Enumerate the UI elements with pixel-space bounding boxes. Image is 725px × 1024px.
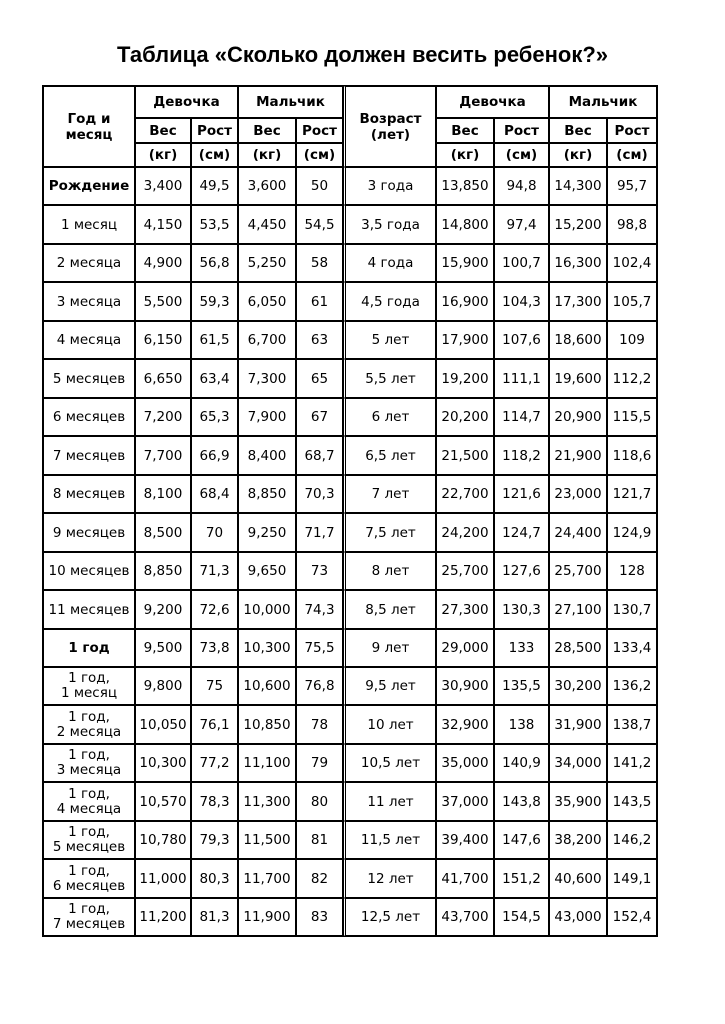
cell-girl-weight-right: 39,400 — [436, 821, 494, 859]
header-left-age — [43, 86, 135, 167]
cell-girl-weight-right: 15,900 — [436, 244, 494, 282]
cell-girl-weight: 8,500 — [135, 513, 191, 552]
cell-boy-height-right: 105,7 — [607, 282, 657, 321]
cell-girl-weight: 10,050 — [135, 705, 191, 744]
cell-age-month — [43, 667, 135, 705]
header-unit-cm: (см) — [607, 143, 657, 167]
cell-girl-height: 76,1 — [191, 705, 238, 744]
cell-boy-height-right: 124,9 — [607, 513, 657, 552]
cell-girl-weight-right: 16,900 — [436, 282, 494, 321]
cell-age-years: 11,5 лет — [343, 821, 436, 859]
cell-girl-weight: 6,650 — [135, 359, 191, 398]
cell-girl-weight: 10,780 — [135, 821, 191, 859]
cell-girl-height-right: 97,4 — [494, 205, 549, 244]
cell-age-month: 4 месяца — [43, 321, 135, 359]
cell-age-month — [43, 705, 135, 744]
cell-boy-height-right: 109 — [607, 321, 657, 359]
cell-girl-height: 49,5 — [191, 167, 238, 205]
cell-girl-weight-right: 30,900 — [436, 667, 494, 705]
cell-girl-height-right: 121,6 — [494, 475, 549, 513]
cell-age-month — [43, 859, 135, 898]
cell-girl-height-right: 133 — [494, 629, 549, 667]
cell-boy-weight: 11,500 — [238, 821, 296, 859]
cell-boy-height: 73 — [296, 552, 343, 590]
table-row — [43, 629, 657, 667]
cell-boy-weight-right: 43,000 — [549, 898, 607, 936]
table-row — [43, 859, 657, 898]
cell-girl-weight-right: 17,900 — [436, 321, 494, 359]
cell-age-month: Рождение — [43, 167, 135, 205]
cell-boy-height-right: 143,5 — [607, 782, 657, 821]
cell-girl-weight-right: 13,850 — [436, 167, 494, 205]
cell-boy-weight-right: 40,600 — [549, 859, 607, 898]
cell-girl-height: 68,4 — [191, 475, 238, 513]
cell-girl-weight-right: 35,000 — [436, 744, 494, 782]
cell-age-years: 5,5 лет — [343, 359, 436, 398]
cell-girl-weight-right: 37,000 — [436, 782, 494, 821]
cell-girl-weight: 6,150 — [135, 321, 191, 359]
cell-age-month: 8 месяцев — [43, 475, 135, 513]
header-unit-cm: (см) — [191, 143, 238, 167]
cell-boy-height: 58 — [296, 244, 343, 282]
header-boy-right: Мальчик — [549, 86, 657, 118]
cell-boy-weight-right: 16,300 — [549, 244, 607, 282]
cell-girl-height-right: 100,7 — [494, 244, 549, 282]
cell-boy-weight-right: 15,200 — [549, 205, 607, 244]
cell-girl-weight: 10,300 — [135, 744, 191, 782]
cell-boy-weight-right: 21,900 — [549, 436, 607, 475]
cell-age-years: 3 года — [343, 167, 436, 205]
cell-boy-weight: 7,300 — [238, 359, 296, 398]
cell-boy-weight-right: 23,000 — [549, 475, 607, 513]
cell-girl-weight-right: 20,200 — [436, 398, 494, 436]
cell-girl-weight-right: 19,200 — [436, 359, 494, 398]
cell-age-line2: 7 месяцев — [52, 916, 126, 932]
cell-boy-height-right: 146,2 — [607, 821, 657, 859]
header-girl-left: Девочка — [135, 86, 238, 118]
cell-age-years: 9 лет — [343, 629, 436, 667]
cell-age-years: 12,5 лет — [343, 898, 436, 936]
table-row — [43, 552, 657, 590]
header-right-age-label: Возраст (лет) — [359, 110, 422, 143]
cell-age-years: 3,5 года — [343, 205, 436, 244]
cell-boy-height: 74,3 — [296, 590, 343, 629]
table-row — [43, 321, 657, 359]
cell-boy-weight-right: 17,300 — [549, 282, 607, 321]
table-row — [43, 205, 657, 244]
cell-boy-weight: 6,050 — [238, 282, 296, 321]
cell-girl-height: 56,8 — [191, 244, 238, 282]
cell-age-line1: 1 год, — [68, 670, 110, 686]
cell-girl-height-right: 107,6 — [494, 321, 549, 359]
cell-girl-height: 71,3 — [191, 552, 238, 590]
table-row — [43, 821, 657, 859]
cell-boy-weight: 11,900 — [238, 898, 296, 936]
cell-age-month: 3 месяца — [43, 282, 135, 321]
cell-age-month: 6 месяцев — [43, 398, 135, 436]
cell-age-line1: 1 год, — [68, 785, 110, 802]
cell-boy-height: 78 — [296, 705, 343, 744]
cell-girl-weight-right: 22,700 — [436, 475, 494, 513]
cell-age-years: 6 лет — [343, 398, 436, 436]
cell-boy-weight: 8,850 — [238, 475, 296, 513]
header-unit-cm: (см) — [296, 143, 343, 167]
cell-girl-weight-right: 24,200 — [436, 513, 494, 552]
cell-boy-weight: 10,850 — [238, 705, 296, 744]
cell-boy-height-right: 102,4 — [607, 244, 657, 282]
cell-boy-height: 76,8 — [296, 667, 343, 705]
table-row — [43, 282, 657, 321]
cell-age-month — [43, 898, 135, 936]
table-row — [43, 898, 657, 936]
cell-girl-height: 80,3 — [191, 859, 238, 898]
cell-girl-height: 70 — [191, 513, 238, 552]
cell-girl-height-right: 130,3 — [494, 590, 549, 629]
cell-boy-weight: 9,650 — [238, 552, 296, 590]
header-boy-height-left: Рост — [296, 118, 343, 143]
cell-girl-weight-right: 14,800 — [436, 205, 494, 244]
cell-boy-weight-right: 19,600 — [549, 359, 607, 398]
cell-boy-height-right: 130,7 — [607, 590, 657, 629]
cell-age-years: 10 лет — [343, 705, 436, 744]
cell-girl-weight-right: 25,700 — [436, 552, 494, 590]
cell-boy-height-right: 149,1 — [607, 859, 657, 898]
cell-age-years: 11 лет — [343, 782, 436, 821]
page-title: Таблица «Сколько должен весить ребенок?» — [116, 42, 609, 67]
cell-boy-height: 65 — [296, 359, 343, 398]
cell-girl-height-right: 104,3 — [494, 282, 549, 321]
table-row — [43, 513, 657, 552]
cell-age-month — [43, 782, 135, 821]
cell-age-month: 11 месяцев — [43, 590, 135, 629]
cell-boy-weight: 7,900 — [238, 398, 296, 436]
cell-boy-height-right: 152,4 — [607, 898, 657, 936]
cell-age-line2: 5 месяцев — [52, 839, 126, 855]
cell-boy-height-right: 98,8 — [607, 205, 657, 244]
cell-age-line2: 4 месяца — [56, 800, 122, 817]
cell-boy-height: 54,5 — [296, 205, 343, 244]
table-row — [43, 167, 657, 205]
cell-boy-height: 61 — [296, 282, 343, 321]
table-row — [43, 359, 657, 398]
cell-age-years: 7 лет — [343, 475, 436, 513]
cell-boy-height-right: 136,2 — [607, 667, 657, 705]
cell-girl-height: 73,8 — [191, 629, 238, 667]
table-row — [43, 475, 657, 513]
cell-boy-weight: 9,250 — [238, 513, 296, 552]
cell-girl-height: 66,9 — [191, 436, 238, 475]
header-girl-right: Девочка — [436, 86, 549, 118]
cell-girl-height-right: 147,6 — [494, 821, 549, 859]
cell-girl-weight-right: 21,500 — [436, 436, 494, 475]
cell-boy-weight: 11,100 — [238, 744, 296, 782]
cell-boy-weight-right: 27,100 — [549, 590, 607, 629]
cell-age-years: 5 лет — [343, 321, 436, 359]
cell-girl-height: 61,5 — [191, 321, 238, 359]
header-unit-cm: (см) — [494, 143, 549, 167]
cell-age-line1: 1 год, — [68, 708, 110, 725]
cell-girl-height-right: 118,2 — [494, 436, 549, 475]
cell-girl-weight-right: 29,000 — [436, 629, 494, 667]
cell-age-line1: 1 год, — [68, 747, 110, 763]
cell-girl-weight: 11,000 — [135, 859, 191, 898]
cell-girl-height-right: 114,7 — [494, 398, 549, 436]
cell-girl-height-right: 151,2 — [494, 859, 549, 898]
cell-age-month: 5 месяцев — [43, 359, 135, 398]
cell-boy-height: 50 — [296, 167, 343, 205]
cell-boy-weight: 5,250 — [238, 244, 296, 282]
header-boy-weight-right: Вес — [549, 118, 607, 143]
cell-girl-weight: 9,200 — [135, 590, 191, 629]
cell-girl-weight: 7,700 — [135, 436, 191, 475]
cell-girl-height-right: 135,5 — [494, 667, 549, 705]
cell-boy-weight-right: 34,000 — [549, 744, 607, 782]
cell-age-years: 7,5 лет — [343, 513, 436, 552]
cell-boy-height-right: 121,7 — [607, 475, 657, 513]
cell-girl-weight: 8,850 — [135, 552, 191, 590]
cell-girl-weight-right: 27,300 — [436, 590, 494, 629]
cell-boy-weight-right: 25,700 — [549, 552, 607, 590]
table-row — [43, 436, 657, 475]
cell-girl-height-right: 138 — [494, 705, 549, 744]
cell-girl-weight: 7,200 — [135, 398, 191, 436]
cell-boy-height: 80 — [296, 782, 343, 821]
cell-age-line2: 1 месяц — [60, 685, 118, 701]
cell-boy-height-right: 112,2 — [607, 359, 657, 398]
cell-girl-height-right: 154,5 — [494, 898, 549, 936]
cell-girl-height: 78,3 — [191, 782, 238, 821]
cell-boy-height-right: 133,4 — [607, 629, 657, 667]
header-boy-height-right: Рост — [607, 118, 657, 143]
cell-boy-weight-right: 28,500 — [549, 629, 607, 667]
cell-age-line1: 1 год, — [68, 824, 110, 840]
cell-age-years: 9,5 лет — [343, 667, 436, 705]
cell-girl-height: 63,4 — [191, 359, 238, 398]
cell-girl-weight: 11,200 — [135, 898, 191, 936]
header-boy-left: Мальчик — [238, 86, 343, 118]
cell-age-years: 6,5 лет — [343, 436, 436, 475]
cell-boy-weight: 8,400 — [238, 436, 296, 475]
cell-boy-height: 82 — [296, 859, 343, 898]
cell-boy-height-right: 118,6 — [607, 436, 657, 475]
header-girl-weight-right: Вес — [436, 118, 494, 143]
cell-girl-height: 59,3 — [191, 282, 238, 321]
cell-age-years: 8 лет — [343, 552, 436, 590]
header-left-age-label: Год и месяц — [65, 110, 113, 143]
header-unit-kg: (кг) — [135, 143, 191, 167]
cell-boy-height: 67 — [296, 398, 343, 436]
header-unit-kg: (кг) — [436, 143, 494, 167]
cell-boy-weight: 6,700 — [238, 321, 296, 359]
cell-age-month: 1 год — [43, 629, 135, 667]
cell-boy-height-right: 128 — [607, 552, 657, 590]
table-row — [43, 667, 657, 705]
table-row — [43, 398, 657, 436]
cell-girl-weight-right: 41,700 — [436, 859, 494, 898]
cell-boy-height: 75,5 — [296, 629, 343, 667]
cell-age-line2: 6 месяцев — [52, 877, 126, 894]
cell-boy-weight-right: 14,300 — [549, 167, 607, 205]
cell-girl-weight: 9,800 — [135, 667, 191, 705]
cell-boy-height: 68,7 — [296, 436, 343, 475]
cell-boy-height: 70,3 — [296, 475, 343, 513]
cell-boy-height-right: 138,7 — [607, 705, 657, 744]
cell-boy-height-right: 115,5 — [607, 398, 657, 436]
cell-boy-height: 63 — [296, 321, 343, 359]
table-row — [43, 590, 657, 629]
cell-girl-height: 75 — [191, 667, 238, 705]
header-unit-kg: (кг) — [238, 143, 296, 167]
cell-age-month: 10 месяцев — [43, 552, 135, 590]
cell-boy-weight-right: 35,900 — [549, 782, 607, 821]
header-girl-height-right: Рост — [494, 118, 549, 143]
cell-girl-weight: 9,500 — [135, 629, 191, 667]
cell-boy-weight-right: 31,900 — [549, 705, 607, 744]
cell-boy-weight: 3,600 — [238, 167, 296, 205]
cell-age-line2: 3 месяца — [56, 762, 122, 778]
cell-boy-weight: 11,700 — [238, 859, 296, 898]
cell-boy-height: 71,7 — [296, 513, 343, 552]
cell-age-month — [43, 821, 135, 859]
cell-boy-height-right: 95,7 — [607, 167, 657, 205]
cell-age-month: 9 месяцев — [43, 513, 135, 552]
header-right-age — [343, 86, 436, 167]
cell-boy-height: 81 — [296, 821, 343, 859]
cell-girl-height: 77,2 — [191, 744, 238, 782]
cell-boy-height: 79 — [296, 744, 343, 782]
table-row — [43, 244, 657, 282]
cell-age-line1: 1 год, — [68, 901, 110, 917]
table-row — [43, 782, 657, 821]
cell-girl-weight: 5,500 — [135, 282, 191, 321]
cell-girl-height: 79,3 — [191, 821, 238, 859]
cell-boy-weight: 10,600 — [238, 667, 296, 705]
cell-age-line1: 1 год, — [68, 862, 110, 879]
cell-boy-weight: 4,450 — [238, 205, 296, 244]
cell-age-month: 7 месяцев — [43, 436, 135, 475]
header-girl-weight-left: Вес — [135, 118, 191, 143]
cell-girl-weight-right: 32,900 — [436, 705, 494, 744]
cell-girl-height: 65,3 — [191, 398, 238, 436]
cell-boy-weight: 10,000 — [238, 590, 296, 629]
cell-girl-height-right: 94,8 — [494, 167, 549, 205]
cell-girl-height-right: 124,7 — [494, 513, 549, 552]
cell-girl-weight: 4,900 — [135, 244, 191, 282]
cell-girl-weight: 8,100 — [135, 475, 191, 513]
cell-boy-weight-right: 24,400 — [549, 513, 607, 552]
cell-age-years: 12 лет — [343, 859, 436, 898]
table-row — [43, 744, 657, 782]
header-girl-height-left: Рост — [191, 118, 238, 143]
cell-age-years: 10,5 лет — [343, 744, 436, 782]
cell-age-month — [43, 744, 135, 782]
cell-girl-height-right: 140,9 — [494, 744, 549, 782]
weight-height-table — [42, 85, 658, 937]
cell-boy-weight: 11,300 — [238, 782, 296, 821]
cell-girl-height: 72,6 — [191, 590, 238, 629]
cell-boy-weight-right: 18,600 — [549, 321, 607, 359]
header-boy-weight-left: Вес — [238, 118, 296, 143]
cell-boy-weight-right: 38,200 — [549, 821, 607, 859]
cell-age-month: 2 месяца — [43, 244, 135, 282]
cell-age-years: 4 года — [343, 244, 436, 282]
header-unit-kg: (кг) — [549, 143, 607, 167]
cell-boy-weight-right: 30,200 — [549, 667, 607, 705]
cell-age-line2: 2 месяца — [56, 723, 122, 740]
cell-boy-weight-right: 20,900 — [549, 398, 607, 436]
cell-girl-height: 81,3 — [191, 898, 238, 936]
cell-girl-weight: 10,570 — [135, 782, 191, 821]
table-row — [43, 705, 657, 744]
cell-girl-weight: 3,400 — [135, 167, 191, 205]
cell-age-month: 1 месяц — [43, 205, 135, 244]
cell-boy-weight: 10,300 — [238, 629, 296, 667]
cell-girl-weight-right: 43,700 — [436, 898, 494, 936]
cell-girl-height-right: 111,1 — [494, 359, 549, 398]
cell-girl-weight: 4,150 — [135, 205, 191, 244]
cell-girl-height: 53,5 — [191, 205, 238, 244]
cell-age-years: 4,5 года — [343, 282, 436, 321]
cell-girl-height-right: 143,8 — [494, 782, 549, 821]
cell-age-years: 8,5 лет — [343, 590, 436, 629]
cell-girl-height-right: 127,6 — [494, 552, 549, 590]
cell-boy-height-right: 141,2 — [607, 744, 657, 782]
cell-boy-height: 83 — [296, 898, 343, 936]
